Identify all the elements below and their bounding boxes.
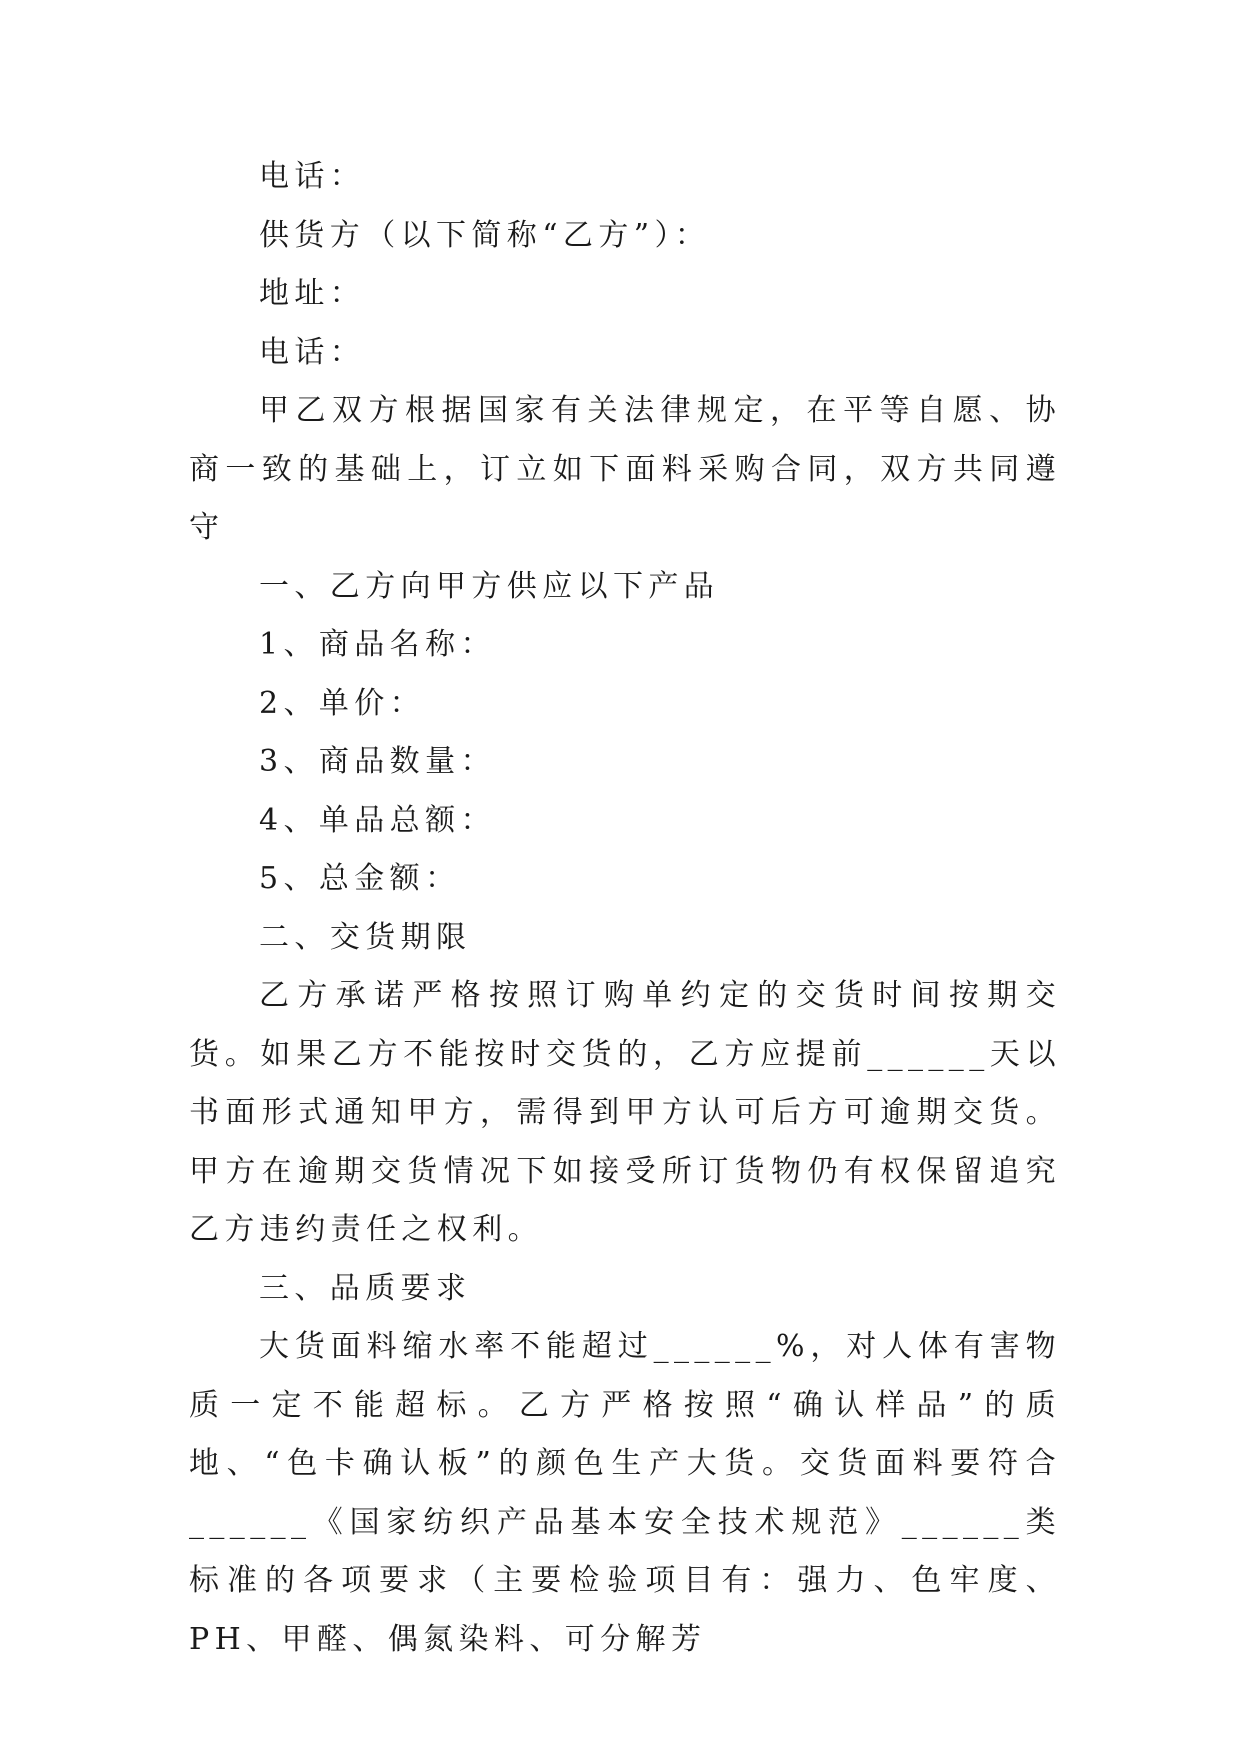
preamble-paragraph: 甲乙双方根据国家有关法律规定，在平等自愿、协商一致的基础上，订立如下面料采购合同，双方共同遵守	[189, 393, 1061, 545]
item-unit-price: 2、单价：	[259, 685, 426, 721]
item-product-name: 1、商品名称：	[259, 627, 496, 662]
item-total-amount: 5、总金额：	[259, 861, 461, 896]
section-1-heading: 一、乙方向甲方供应以下产品	[259, 568, 720, 604]
supplier-phone-line: 电话：	[259, 334, 366, 370]
section-2-heading: 二、交货期限	[259, 919, 472, 955]
section-3-heading: 三、品质要求	[259, 1270, 472, 1306]
supplier-address-line: 地址：	[259, 276, 366, 311]
buyer-phone-line: 电话：	[259, 159, 366, 194]
item-quantity: 3、商品数量：	[259, 744, 496, 779]
quality-requirements-paragraph: 大货面料缩水率不能超过______%，对人体有害物质一定不能超标。乙方严格按照“确认样品”的质地、“色卡确认板”的颜色生产大货。交货面料要符合______《国家纺织产品基本安全技术规范》______类标准的各项要求（主要检验项目有：强力、色牢度、PH、甲醛、偶氮染料、可分解芳	[189, 1329, 1061, 1657]
supplier-line: 供货方（以下简称“乙方”）：	[259, 217, 711, 253]
delivery-terms-paragraph: 乙方承诺严格按照订购单约定的交货时间按期交货。如果乙方不能按时交货的，乙方应提前______天以书面形式通知甲方，需得到甲方认可后方可逾期交货。甲方在逾期交货情况下如接受所订货物仍有权保留追究乙方违约责任之权利。	[189, 978, 1061, 1247]
item-subtotal: 4、单品总额：	[259, 802, 496, 838]
contract-body	[189, 148, 1061, 1669]
